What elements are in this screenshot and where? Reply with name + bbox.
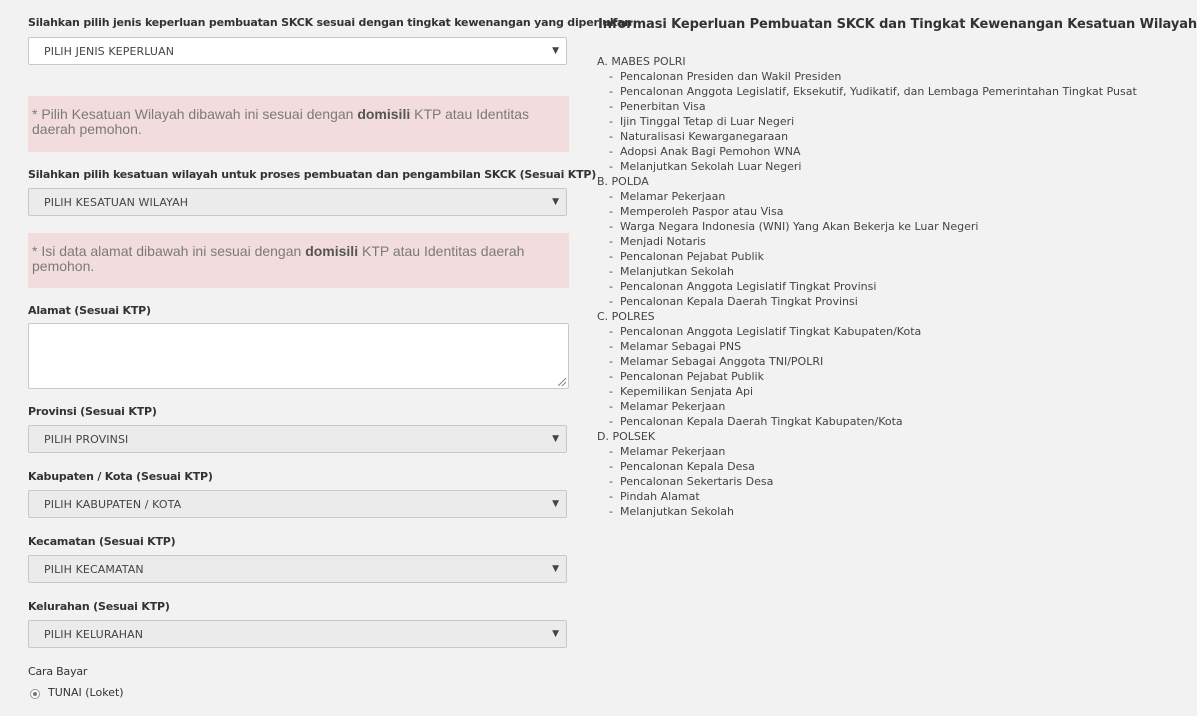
info-list-item (597, 474, 1137, 489)
info-item-text: Pencalonan Kepala Daerah Tingkat Kabupaten/Kota (620, 415, 903, 428)
list-dash: - (609, 160, 613, 173)
kelurahan-label: Kelurahan (Sesuai KTP) (28, 600, 170, 613)
chevron-down-icon: ▼ (552, 46, 559, 56)
info-list-item (597, 339, 1137, 354)
info-item-text: Pencalonan Sekertaris Desa (620, 475, 774, 488)
info-item-text: Kepemilikan Senjata Api (620, 385, 754, 398)
info-item-text: Pencalonan Pejabat Publik (620, 250, 764, 263)
info-category: C. POLRES (597, 310, 655, 323)
provinsi-select[interactable] (28, 425, 567, 453)
info-item-text: Melamar Pekerjaan (620, 445, 726, 458)
list-dash: - (609, 250, 613, 263)
alert-bold-text: domisili (357, 106, 411, 122)
alamat-alert (28, 233, 569, 288)
info-list-item (597, 384, 1137, 399)
keperluan-select-value: PILIH JENIS KEPERLUAN (44, 45, 175, 58)
info-item-text: Pencalonan Anggota Legislatif Tingkat Provinsi (620, 280, 877, 293)
kelurahan-select-value: PILIH KELURAHAN (44, 628, 144, 641)
info-list-item (597, 249, 1137, 264)
info-list-item (597, 414, 1137, 429)
list-dash: - (609, 190, 613, 203)
info-item-text: Melanjutkan Sekolah Luar Negeri (620, 160, 802, 173)
chevron-down-icon: ▼ (552, 499, 559, 509)
info-title: Informasi Keperluan Pembuatan SKCK dan Tingkat Kewenangan Kesatuan Wilayah (598, 17, 1197, 32)
list-dash: - (609, 70, 613, 83)
info-item-text: Pencalonan Kepala Desa (620, 460, 755, 473)
list-dash: - (609, 85, 613, 98)
info-list-item (597, 444, 1137, 459)
list-dash: - (609, 280, 613, 293)
info-list-item (597, 369, 1137, 384)
info-list-item (597, 219, 1137, 234)
info-item-text: Penerbitan Visa (620, 100, 706, 113)
list-dash: - (609, 100, 613, 113)
resize-grip-icon[interactable] (558, 378, 566, 386)
info-list-item (597, 84, 1137, 99)
info-list-item (597, 204, 1137, 219)
alamat-textarea[interactable] (28, 323, 569, 389)
kecamatan-select-value: PILIH KECAMATAN (44, 563, 144, 576)
cara-bayar-label: Cara Bayar (28, 665, 88, 678)
info-list-item (597, 69, 1137, 84)
info-item-text: Melamar Pekerjaan (620, 400, 726, 413)
chevron-down-icon: ▼ (552, 197, 559, 207)
list-dash: - (609, 205, 613, 218)
info-item-text: Memperoleh Paspor atau Visa (620, 205, 784, 218)
list-dash: - (609, 145, 613, 158)
list-dash: - (609, 130, 613, 143)
info-list-item (597, 159, 1137, 174)
list-dash: - (609, 400, 613, 413)
list-dash: - (609, 505, 613, 518)
info-list-item (597, 114, 1137, 129)
info-item-text: Pencalonan Pejabat Publik (620, 370, 764, 383)
list-dash: - (609, 370, 613, 383)
list-dash: - (609, 385, 613, 398)
info-list-item (597, 489, 1137, 504)
info-category: A. MABES POLRI (597, 55, 686, 68)
info-list-item (597, 129, 1137, 144)
info-list-item (597, 324, 1137, 339)
alert-bold-text: domisili (305, 243, 359, 259)
kabupaten-select-value: PILIH KABUPATEN / KOTA (44, 498, 182, 511)
kesatuan-select-value: PILIH KESATUAN WILAYAH (44, 196, 189, 209)
kesatuan-select[interactable] (28, 188, 567, 216)
info-list-item (597, 504, 1137, 519)
info-category: D. POLSEK (597, 430, 656, 443)
keperluan-label: Silahkan pilih jenis keperluan pembuatan SKCK sesuai dengan tingkat kewenangan yang diperlukan (28, 16, 632, 29)
info-list-item (597, 279, 1137, 294)
info-item-text: Pindah Alamat (620, 490, 700, 503)
info-item-text: Melamar Sebagai Anggota TNI/POLRI (620, 355, 824, 368)
list-dash: - (609, 490, 613, 503)
info-item-text: Melamar Pekerjaan (620, 190, 726, 203)
info-category: B. POLDA (597, 175, 649, 188)
kecamatan-select[interactable] (28, 555, 567, 583)
list-dash: - (609, 265, 613, 278)
info-item-text: Pencalonan Presiden dan Wakil Presiden (620, 70, 842, 83)
alamat-label: Alamat (Sesuai KTP) (28, 304, 151, 317)
info-item-text: Naturalisasi Kewarganegaraan (620, 130, 789, 143)
info-list-item (597, 294, 1137, 309)
tunai-radio[interactable] (30, 689, 40, 699)
alert-text: * Pilih Kesatuan Wilayah dibawah ini sesuai dengan (32, 106, 358, 122)
info-item-text: Pencalonan Anggota Legislatif Tingkat Kabupaten/Kota (620, 325, 922, 338)
alert-text-suffix: KTP atau Identitas daerah pemohon. (32, 106, 530, 137)
alert-text: * Isi data alamat dibawah ini sesuai dengan (32, 243, 306, 259)
provinsi-select-value: PILIH PROVINSI (44, 433, 129, 446)
list-dash: - (609, 415, 613, 428)
info-item-text: Pencalonan Kepala Daerah Tingkat Provinsi (620, 295, 858, 308)
list-dash: - (609, 325, 613, 338)
tunai-label[interactable]: TUNAI (Loket) (48, 686, 124, 699)
info-item-text: Pencalonan Anggota Legislatif, Eksekutif, Yudikatif, dan Lembaga Pemerintahan Tingkat Pusat (620, 85, 1137, 98)
list-dash: - (609, 475, 613, 488)
list-dash: - (609, 340, 613, 353)
info-list-item (597, 99, 1137, 114)
info-item-text: Warga Negara Indonesia (WNI) Yang Akan Bekerja ke Luar Negeri (620, 220, 979, 233)
kabupaten-label: Kabupaten / Kota (Sesuai KTP) (28, 470, 213, 483)
kabupaten-select[interactable] (28, 490, 567, 518)
info-list-item (597, 234, 1137, 249)
info-list-item (597, 459, 1137, 474)
info-item-text: Adopsi Anak Bagi Pemohon WNA (620, 145, 801, 158)
info-list-item (597, 264, 1137, 279)
kelurahan-select[interactable] (28, 620, 567, 648)
info-item-text: Melanjutkan Sekolah (620, 265, 734, 278)
provinsi-label: Provinsi (Sesuai KTP) (28, 405, 157, 418)
info-list-item (597, 399, 1137, 414)
kesatuan-label: Silahkan pilih kesatuan wilayah untuk proses pembuatan dan pengambilan SKCK (Sesuai KTP) (28, 168, 597, 181)
list-dash: - (609, 295, 613, 308)
info-item-text: Menjadi Notaris (620, 235, 706, 248)
list-dash: - (609, 235, 613, 248)
chevron-down-icon: ▼ (552, 434, 559, 444)
list-dash: - (609, 355, 613, 368)
keperluan-select[interactable] (28, 37, 567, 65)
info-item-text: Melamar Sebagai PNS (620, 340, 742, 353)
info-list (597, 54, 1137, 519)
info-item-text: Ijin Tinggal Tetap di Luar Negeri (620, 115, 795, 128)
info-list-item (597, 144, 1137, 159)
chevron-down-icon: ▼ (552, 629, 559, 639)
list-dash: - (609, 115, 613, 128)
kecamatan-label: Kecamatan (Sesuai KTP) (28, 535, 176, 548)
info-item-text: Melanjutkan Sekolah (620, 505, 734, 518)
alert-text-suffix: KTP atau Identitas daerah pemohon. (32, 243, 525, 274)
info-list-item (597, 354, 1137, 369)
list-dash: - (609, 460, 613, 473)
chevron-down-icon: ▼ (552, 564, 559, 574)
kesatuan-alert (28, 96, 569, 152)
list-dash: - (609, 445, 613, 458)
info-list-item (597, 189, 1137, 204)
list-dash: - (609, 220, 613, 233)
radio-selected-dot (33, 692, 37, 696)
